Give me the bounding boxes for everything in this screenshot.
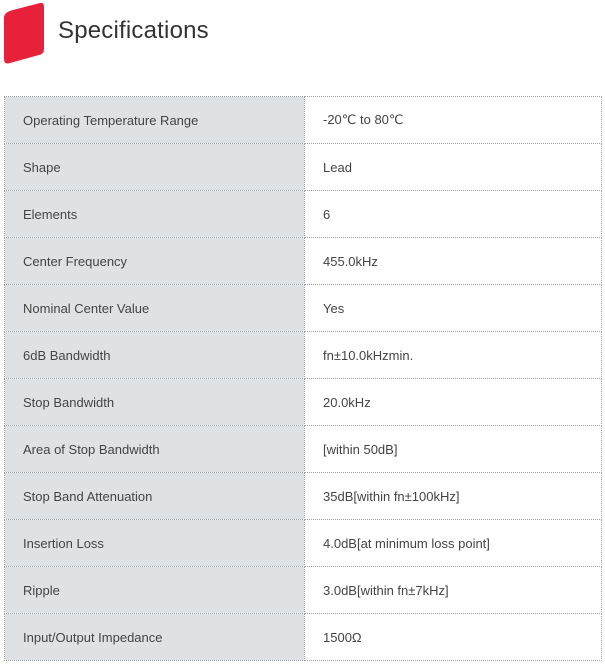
spec-value: 35dB[within fn±100kHz] (305, 473, 602, 520)
spec-label: 6dB Bandwidth (5, 332, 305, 379)
table-row (5, 332, 602, 379)
table-row (5, 426, 602, 473)
table-row (5, 520, 602, 567)
spec-label: Area of Stop Bandwidth (5, 426, 305, 473)
spec-label: Input/Output Impedance (5, 614, 305, 661)
table-row (5, 473, 602, 520)
spec-label: Operating Temperature Range (5, 97, 305, 144)
spec-value: 1500Ω (305, 614, 602, 661)
table-row (5, 379, 602, 426)
table-row (5, 285, 602, 332)
table-row (5, 614, 602, 661)
table-row (5, 97, 602, 144)
section-header (0, 0, 605, 70)
table-row (5, 144, 602, 191)
spec-label: Stop Band Attenuation (5, 473, 305, 520)
table-row (5, 191, 602, 238)
table-row (5, 238, 602, 285)
spec-value: 3.0dB[within fn±7kHz] (305, 567, 602, 614)
spec-value: 455.0kHz (305, 238, 602, 285)
spec-value: [within 50dB] (305, 426, 602, 473)
red-accent-icon (4, 3, 44, 64)
spec-label: Ripple (5, 567, 305, 614)
spec-label: Center Frequency (5, 238, 305, 285)
spec-value: Yes (305, 285, 602, 332)
spec-value: 20.0kHz (305, 379, 602, 426)
spec-label: Insertion Loss (5, 520, 305, 567)
spec-label: Elements (5, 191, 305, 238)
spec-label: Stop Bandwidth (5, 379, 305, 426)
spec-value: 6 (305, 191, 602, 238)
spec-value: 4.0dB[at minimum loss point] (305, 520, 602, 567)
spec-label: Shape (5, 144, 305, 191)
page-title: Specifications (58, 17, 209, 44)
spec-value: Lead (305, 144, 602, 191)
table-row (5, 567, 602, 614)
spec-label: Nominal Center Value (5, 285, 305, 332)
spec-value: -20℃ to 80℃ (305, 97, 602, 144)
specifications-table (4, 96, 602, 661)
spec-value: fn±10.0kHzmin. (305, 332, 602, 379)
